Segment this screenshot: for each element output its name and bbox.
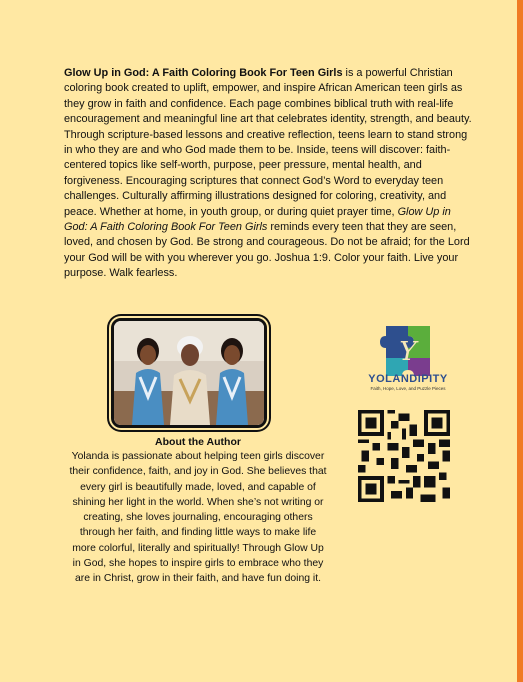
book-title-bold: Glow Up in God: A Faith Coloring Book For Teen Girls	[64, 67, 343, 79]
author-photo-icon	[114, 321, 264, 425]
about-heading: About the Author	[155, 436, 241, 448]
author-photo-frame	[111, 318, 267, 428]
qr-code-icon[interactable]	[358, 410, 450, 502]
accent-stripe	[517, 0, 523, 682]
description-part-2: reminds every teen that they are seen, loved, and chosen by God. Be strong and courageous. Do not be afraid; for the Lord your God will be with you wherever you go. Joshua 1:9. Color your faith. Live your purpose. Walk fearless.	[64, 221, 470, 280]
about-body: Yolanda is passionate about helping teen girls discover their confidence, faith, and joy in God. She believes that every girl is beautifully made, loved, and capable of shining her light in the world. When she’s not writing or creating, she loves journaling, encouraging others through her faith, and finding little ways to make life more colorful, literally and spiritually! Through Glow Up in God, she hopes to inspire girls to embrace who they are in Christ, grow in their faith, and have fun doing it.	[69, 451, 327, 585]
book-description	[64, 66, 476, 282]
book-title-italic: Glow Up in God: A Faith Coloring Book For Teen Girls	[64, 205, 451, 234]
description-part-1: is a powerful Christian coloring book created to uplift, empower, and inspire African American teen girls as they grow in faith and confidence. Each page combines biblical truth with real-life encouragement and meaningful line art that celebrates identity, strength, and beauty. Through scripture-based lessons and creative reflection, teens learn to stand strong in who they are and who God made them to be. Inside, teens will discover: faith-centered topics like self-worth, purpose, peer pressure, mental health, and forgiveness. Encouraging scriptures that connect God’s Word to everyday teen challenges. Culturally affirming illustrations designed for coloring, creativity, and peace. Whether at home, in youth group, or during quiet prayer time,	[64, 67, 472, 218]
logo-name: YOLANDIPITY	[368, 373, 448, 385]
logo-tagline: Faith, Hope, Love, and Puzzle Pieces	[370, 386, 446, 391]
logo-monogram: Y	[399, 337, 417, 367]
